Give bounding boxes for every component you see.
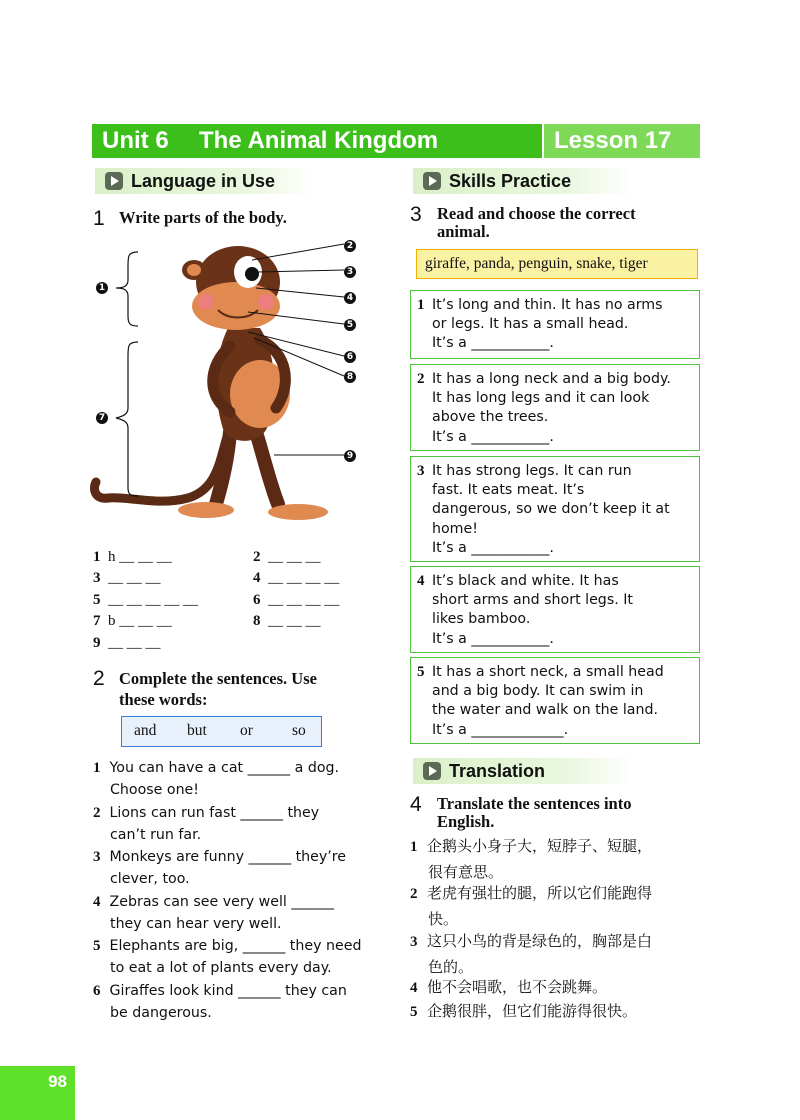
exercise-number: 1 (93, 207, 105, 230)
answer-item: 1 h __ __ __ (93, 549, 172, 565)
word-bank: giraffe, panda, penguin, snake, tiger (416, 249, 698, 279)
list-item: 2 Lions can run fast ______ they can’t run far. (93, 804, 320, 843)
word-bank (121, 716, 322, 747)
translation-items (410, 834, 700, 1034)
item-number: 5 (417, 664, 425, 680)
callout-9: 9 (344, 450, 356, 462)
answer-item: 5 __ __ __ __ __ (93, 592, 198, 608)
section-title: Skills Practice (449, 171, 572, 191)
list-item: 4 Zebras can see very well ______ they can hear very well. (93, 893, 334, 932)
exercise-instruction-line1: Translate the sentences into (437, 794, 632, 813)
callout-6: 6 (344, 351, 356, 363)
section-title: Translation (449, 761, 546, 781)
unit-label: Unit 6 (102, 127, 169, 154)
section-title: Language in Use (131, 171, 276, 191)
callout-2: 2 (344, 240, 356, 252)
section-tab-language-in-use (95, 168, 315, 194)
play-icon (423, 762, 441, 780)
word-and: and (134, 722, 157, 739)
card-text: It’s black and white. It has short arms and short legs. It likes bamboo. It’s a ___________. (432, 573, 633, 647)
reading-card (410, 290, 700, 359)
play-icon (105, 172, 123, 190)
callout-5: 5 (344, 319, 356, 331)
card-text: It has strong legs. It can run fast. It eats meat. It’s dangerous, so we don’t keep it at home! It’s a ___________. (432, 463, 670, 556)
answer-item: 4 __ __ __ __ (253, 570, 340, 586)
card-text: It’s long and thin. It has no arms or legs. It has a small head. It’s a ___________. (432, 297, 663, 352)
answer-item: 7 b __ __ __ (93, 613, 172, 629)
section-tab-translation (413, 758, 633, 784)
list-item: 6 Giraffes look kind ______ they can be dangerous. (93, 982, 347, 1021)
list-item: 1 You can have a cat ______ a dog. Choose one! (93, 760, 340, 799)
play-icon (423, 172, 441, 190)
exercise-number: 2 (93, 667, 105, 690)
list-item: 4 他不会唱歌，也不会跳舞。 (410, 978, 608, 996)
item-number: 3 (417, 463, 425, 479)
exercise-number: 3 (410, 203, 422, 226)
exercise-instruction-line2: animal. (437, 222, 490, 241)
word-so: so (292, 722, 306, 739)
item-number: 1 (417, 297, 425, 313)
list-item: 1 企鹅头小身子大，短脖子、短腿， 很有意思。 (410, 837, 653, 881)
word-or: or (240, 722, 253, 739)
lesson-bar (544, 124, 700, 158)
callout-8: 8 (344, 371, 356, 383)
reading-card (410, 566, 700, 653)
item-number: 2 (417, 371, 425, 387)
word-but: but (187, 722, 207, 739)
exercise-instruction-line2: these words: (119, 690, 208, 709)
list-item: 3 这只小鸟的背是绿色的，胸部是白 色的。 (410, 932, 653, 976)
card-text: It has a short neck, a small head and a big body. It can swim in the water and walk on the land. It’s a _____________. (432, 664, 664, 738)
exercise-instruction-line1: Complete the sentences. Use (119, 669, 317, 688)
list-item: 5 Elephants are big, ______ they need to eat a lot of plants every day. (93, 938, 362, 977)
section-tab-skills-practice (413, 168, 633, 194)
reading-card (410, 364, 700, 451)
callout-1: 1 (96, 282, 108, 294)
answer-item: 2 __ __ __ (253, 549, 321, 565)
page-number: 98 (0, 1066, 75, 1120)
exercise-instruction: Write parts of the body. (119, 208, 287, 227)
reading-card (410, 657, 700, 744)
answer-item: 9 __ __ __ (93, 635, 161, 651)
card-text: It has a long neck and a big body. It has long legs and it can look above the trees. It’s a ___________. (432, 371, 671, 445)
exercise-instruction-line2: English. (437, 812, 495, 831)
unit-title-bar (92, 124, 542, 158)
answer-item: 6 __ __ __ __ (253, 592, 340, 608)
monkey-illustration (88, 236, 360, 528)
callout-3: 3 (344, 266, 356, 278)
exercise-number: 4 (410, 793, 422, 816)
list-item: 2 老虎有强壮的腿，所以它们能跑得 快。 (410, 884, 653, 928)
callout-7: 7 (96, 412, 108, 424)
item-number: 4 (417, 573, 425, 589)
answer-item: 3 __ __ __ (93, 570, 161, 586)
callout-4: 4 (344, 292, 356, 304)
exercise-instruction-line1: Read and choose the correct (437, 204, 636, 223)
reading-card (410, 456, 700, 562)
unit-title: The Animal Kingdom (199, 127, 439, 154)
list-item: 3 Monkeys are funny ______ they’re clever, too. (93, 849, 347, 888)
answer-item: 8 __ __ __ (253, 613, 321, 629)
lesson-label: Lesson 17 (554, 127, 672, 154)
list-item: 5 企鹅很胖，但它们能游得很快。 (410, 1002, 638, 1020)
